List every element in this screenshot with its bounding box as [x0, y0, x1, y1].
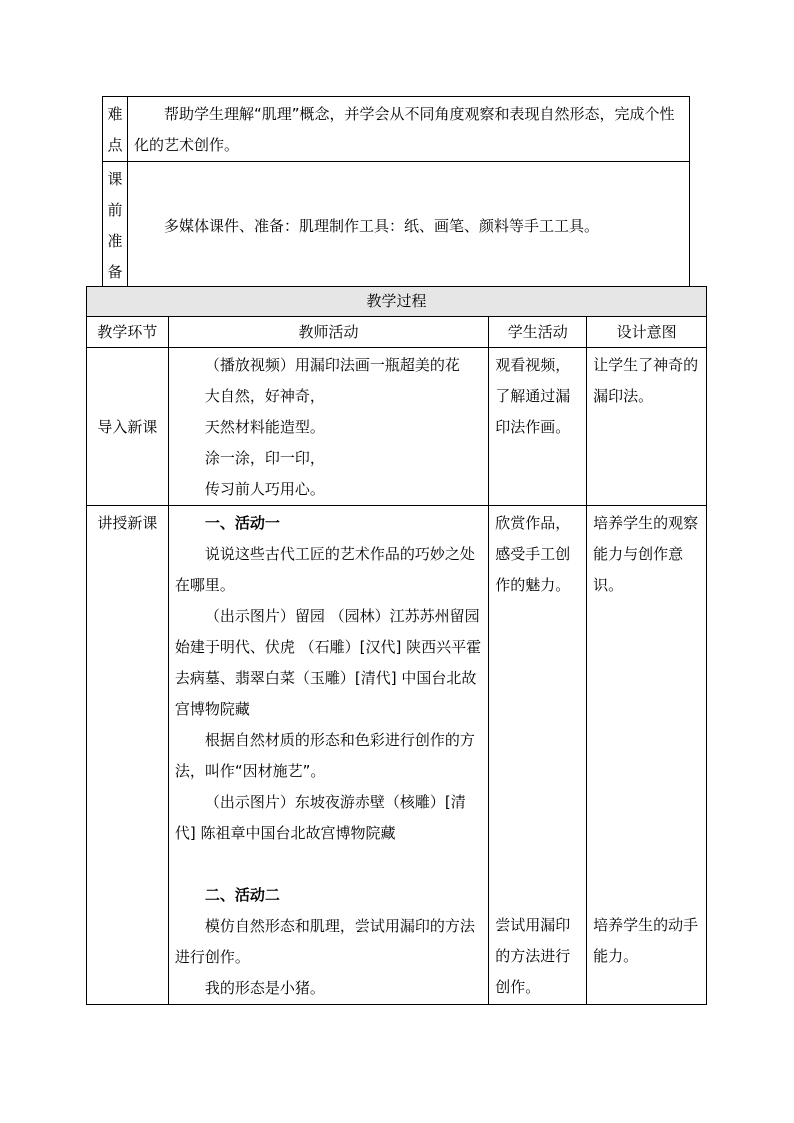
header-stage: 教学环节	[87, 317, 169, 348]
preparation-text: 多媒体课件、准备：肌理制作工具：纸、画笔、颜料等手工工具。	[128, 162, 690, 289]
difficulty-row	[103, 97, 690, 162]
intro-line: 大自然，好神奇，	[204, 387, 325, 405]
process-title: 教学过程	[87, 287, 707, 317]
header-row	[87, 317, 707, 348]
intro-line: 传习前人巧用心。	[204, 480, 325, 498]
lesson-student	[489, 506, 587, 1005]
activity2-intent: 培养学生的动手能力。	[593, 916, 699, 965]
intro-teacher	[168, 348, 488, 506]
header-intent: 设计意图	[587, 317, 707, 348]
lesson-teacher	[168, 506, 488, 1005]
lesson-stage: 讲授新课	[87, 506, 169, 1005]
lesson-intent	[587, 506, 707, 1005]
activity2-para: 我的形态是小猪。	[204, 979, 325, 997]
intro-line: 天然材料能造型。	[204, 418, 325, 436]
intro-line: 涂一涂，印一印，	[204, 449, 325, 467]
intro-line: （播放视频）用漏印法画一瓶超美的花	[204, 356, 460, 374]
activity1-para: 根据自然材质的形态和色彩进行创作的方法，叫作“因材施艺”。	[174, 731, 475, 780]
activity2-para: 模仿自然形态和肌理，尝试用漏印的方法进行创作。	[174, 917, 475, 966]
activity2-title: 二、活动二	[204, 886, 280, 904]
activity2-student: 尝试用漏印的方法进行创作。	[495, 916, 571, 996]
preparation-row	[103, 162, 690, 289]
intro-stage: 导入新课	[87, 348, 169, 506]
preparation-label: 课前准备	[103, 162, 128, 289]
header-teacher: 教师活动	[168, 317, 488, 348]
activity1-para: （出示图片）留园 （园林）江苏苏州留园始建于明代、伏虎 （石雕）[汉代] 陕西兴平霍去病墓、翡翠白菜（玉雕）[清代] 中国台北故宫博物院藏	[174, 607, 482, 718]
intro-row	[87, 348, 707, 506]
activity1-para: （出示图片）东坡夜游赤壁（核雕）[清代] 陈祖章中国台北故宫博物院藏	[174, 793, 466, 842]
difficulty-label: 难点	[103, 97, 128, 162]
header-student: 学生活动	[489, 317, 587, 348]
difficulty-text: 帮助学生理解“肌理”概念，并学会从不同角度观察和表现自然形态，完成个性化的艺术创作。	[128, 97, 690, 162]
lesson-row	[87, 506, 707, 1005]
intro-intent: 让学生了神奇的漏印法。	[587, 348, 707, 506]
activity1-intent: 培养学生的观察能力与创作意识。	[593, 514, 699, 594]
activity1-para: 说说这些古代工匠的艺术作品的巧妙之处在哪里。	[174, 545, 475, 594]
intro-student: 观看视频，了解通过漏印法作画。	[489, 348, 587, 506]
teaching-process-table	[86, 286, 707, 1005]
activity1-title: 一、活动一	[204, 514, 280, 532]
activity1-student: 欣赏作品，感受手工创作的魅力。	[495, 514, 571, 594]
objectives-table	[102, 96, 690, 289]
